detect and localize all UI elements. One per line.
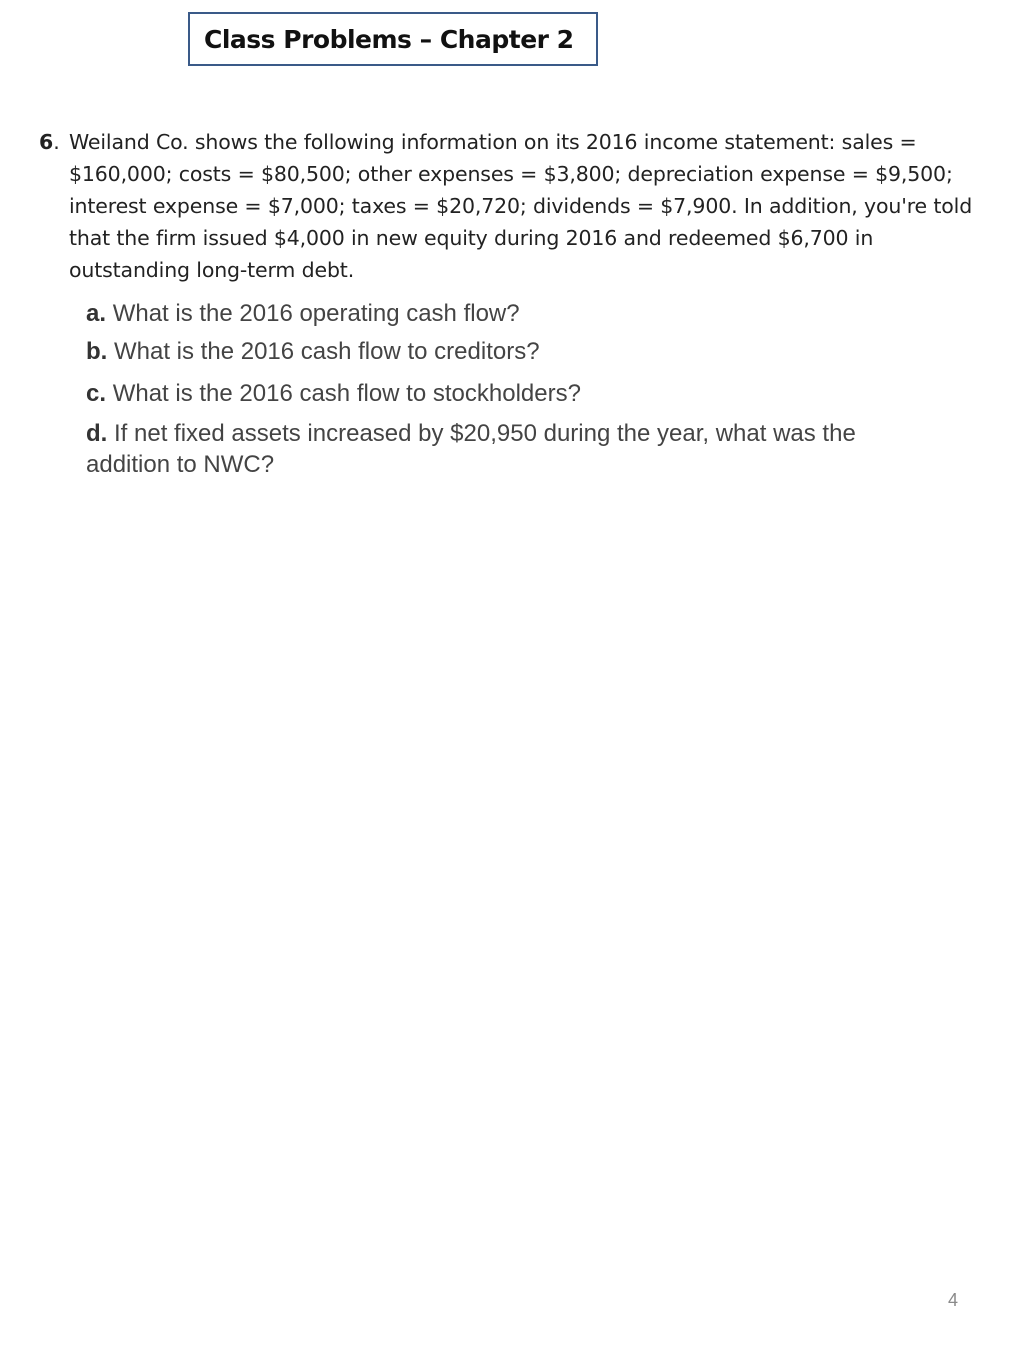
- question-a: [86, 298, 906, 329]
- problem-statement: [39, 126, 999, 286]
- question-list: [86, 298, 906, 480]
- problem-number: 6.: [39, 130, 60, 154]
- problem-text: Weiland Co. shows the following information on its 2016 income statement: sales = $160,000; costs = $80,500; other expenses = $3,800; depreciation expense = $9,500; interest expense = $7,000; taxes = $20,720; dividends = $7,900. In addition, you're told that the firm issued $4,000 in new equity during 2016 and redeemed $6,700 in outstanding long-term debt.: [69, 130, 973, 282]
- page-number: 4: [947, 1290, 958, 1310]
- slide-title-box: [188, 12, 598, 66]
- question-text: If net fixed assets increased by $20,950 during the year, what was the addition to NWC?: [86, 420, 856, 478]
- question-letter: d.: [86, 420, 108, 447]
- question-text: What is the 2016 cash flow to stockholders?: [112, 380, 581, 407]
- question-d: [86, 418, 906, 480]
- slide-title: Class Problems – Chapter 2: [204, 24, 574, 54]
- question-c: [86, 378, 906, 409]
- question-letter: c.: [86, 380, 107, 407]
- question-text: What is the 2016 cash flow to creditors?: [114, 338, 540, 365]
- question-letter: a.: [86, 300, 107, 327]
- question-text: What is the 2016 operating cash flow?: [112, 300, 520, 327]
- question-b: [86, 336, 906, 367]
- question-letter: b.: [86, 338, 108, 365]
